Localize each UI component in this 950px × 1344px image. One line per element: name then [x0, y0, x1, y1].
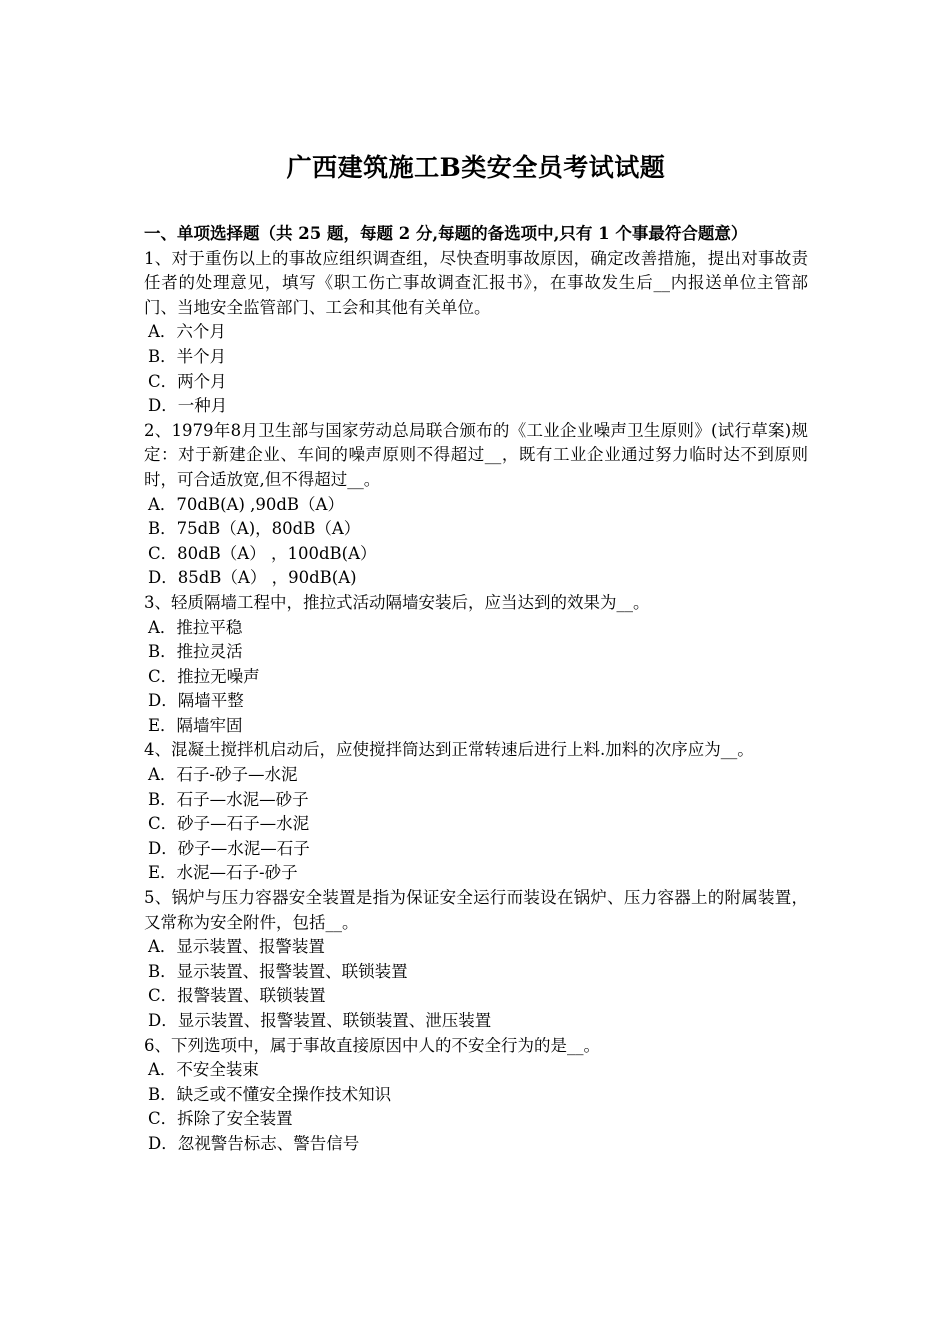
option-d: D．85dB（A） ，90dB(A) — [148, 568, 357, 588]
option-b: B．半个月 — [148, 346, 227, 366]
option-b: B．推拉灵活 — [148, 642, 243, 662]
question-stem: 4、混凝土搅拌机启动后，应使搅拌筒达到正常转速后进行上料.加料的次序应为__。 — [144, 740, 754, 760]
option-a: A．70dB(A) ,90dB（A） — [148, 494, 344, 514]
question-list — [144, 247, 808, 1157]
question-2 — [144, 419, 808, 591]
option-c: C．推拉无噪声 — [148, 666, 260, 686]
option-a: A．六个月 — [148, 322, 226, 342]
option-d: D．隔墙平整 — [148, 691, 244, 711]
option-d: D．忽视警告标志、警告信号 — [148, 1133, 360, 1153]
option-d: D．砂子—水泥—石子 — [148, 838, 310, 858]
option-b: B．缺乏或不懂安全操作技术知识 — [148, 1084, 392, 1104]
option-d: D．显示装置、报警装置、联锁装置、泄压装置 — [148, 1011, 492, 1030]
option-d: D．一种月 — [148, 396, 228, 416]
option-e: E．水泥—石子-砂子 — [148, 863, 298, 883]
option-c: C．报警装置、联锁装置 — [148, 986, 326, 1006]
question-stem: 6、下列选项中，属于事故直接原因中人的不安全行为的是__。 — [144, 1035, 600, 1055]
document-title: 广西建筑施工B类安全员考试试题 — [286, 153, 666, 182]
option-c: C．砂子—石子—水泥 — [148, 814, 310, 834]
option-b: B．显示装置、报警装置、联锁装置 — [148, 961, 408, 981]
option-a: A．不安全装束 — [148, 1060, 259, 1080]
option-e: E．隔墙牢固 — [148, 715, 243, 735]
option-c: C．80dB（A） ，100dB(A） — [148, 543, 377, 563]
document-page — [144, 148, 808, 1157]
option-c: C．两个月 — [148, 371, 227, 391]
option-b: B．75dB（A)，80dB（A） — [148, 519, 361, 539]
option-a: A．推拉平稳 — [148, 617, 243, 637]
question-stem: 3、轻质隔墙工程中，推拉式活动隔墙安装后，应当达到的效果为__。 — [144, 592, 650, 612]
question-4 — [144, 738, 808, 886]
option-c: C．拆除了安全装置 — [148, 1109, 293, 1129]
section-heading: 一、单项选择题（共 25 题，每题 2 分,每题的备选项中,只有 1 个事最符合题意） — [144, 224, 748, 243]
option-a: A．石子-砂子—水泥 — [148, 765, 298, 785]
question-stem: 1、对于重伤以上的事故应组织调查组，尽快查明事故原因，确定改善措施，提出对事故责任者的处理意见，填写《职工伤亡事故调查汇报书》，在事故发生后__内报送单位主管部门、当地安全监管部门、工会和其他有关单位。 — [144, 248, 808, 317]
question-3 — [144, 591, 808, 739]
question-6 — [144, 1034, 808, 1157]
option-a: A．显示装置、报警装置 — [148, 937, 325, 957]
question-5 — [144, 886, 808, 1034]
question-stem: 2、1979年8月卫生部与国家劳动总局联合颁布的《工业企业噪声卫生原则》(试行草案)规定：对于新建企业、车间的噪声原则不得超过__，既有工业企业通过努力临时达不到原则时，可合适放宽,但不得超过__。 — [144, 420, 808, 489]
question-stem: 5、锅炉与压力容器安全装置是指为保证安全运行而装设在锅炉、压力容器上的附属装置，又常称为安全附件，包括__。 — [144, 888, 808, 932]
question-1 — [144, 247, 808, 419]
option-b: B．石子—水泥—砂子 — [148, 789, 309, 809]
